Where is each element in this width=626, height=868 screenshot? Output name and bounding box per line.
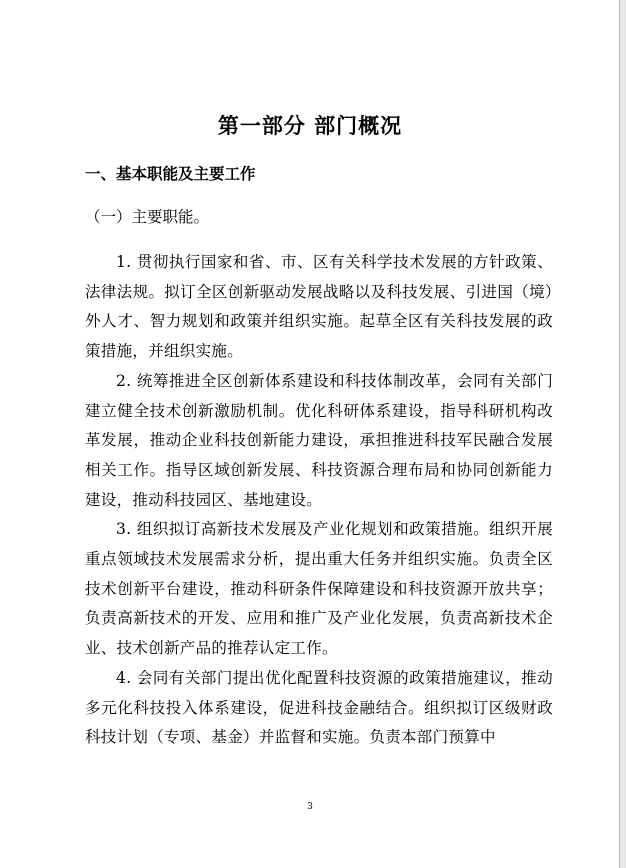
body-text [85, 248, 553, 753]
paragraph-1: 1. 贯彻执行国家和省、市、区有关科学技术发展的方针政策、法律法规。拟订全区创新驱动发展战略以及科技发展、引进国（境）外人才、智力规划和政策并组织实施。起草全区有关科技发展的政策措施，并组织实施。 [85, 253, 553, 361]
paragraph-3: 3. 组织拟订高新技术发展及产业化规划和政策措施。组织开展重点领域技术发展需求分析，提出重大任务并组织实施。负责全区技术创新平台建设，推动科研条件保障建设和科技资源开放共享；负责高新技术的开发、应用和推广及产业化发展，负责高新技术企业、技术创新产品的推荐认定工作。 [85, 520, 553, 658]
page-title: 第一部分 部门概况 [217, 114, 403, 138]
paragraph-4: 4. 会同有关部门提出优化配置科技资源的政策措施建议，推动多元化科技投入体系建设，促进科技金融结合。组织拟订区级财政科技计划（专项、基金）并监督和实施。负责本部门预算中 [85, 668, 553, 747]
sub-heading: （一）主要职能。 [85, 208, 210, 226]
section-heading: 一、基本职能及主要工作 [85, 165, 256, 183]
paragraph-2: 2. 统筹推进全区创新体系建设和科技体制改革，会同有关部门建立健全技术创新激励机制。优化科研体系建设，指导科研机构改革发展，推动企业科技创新能力建设，承担推进科技军民融合发展相关工作。指导区域创新发展、科技资源合理布局和协同创新能力建设，推动科技园区、基地建设。 [85, 371, 553, 509]
page-number: 3 [307, 802, 313, 812]
